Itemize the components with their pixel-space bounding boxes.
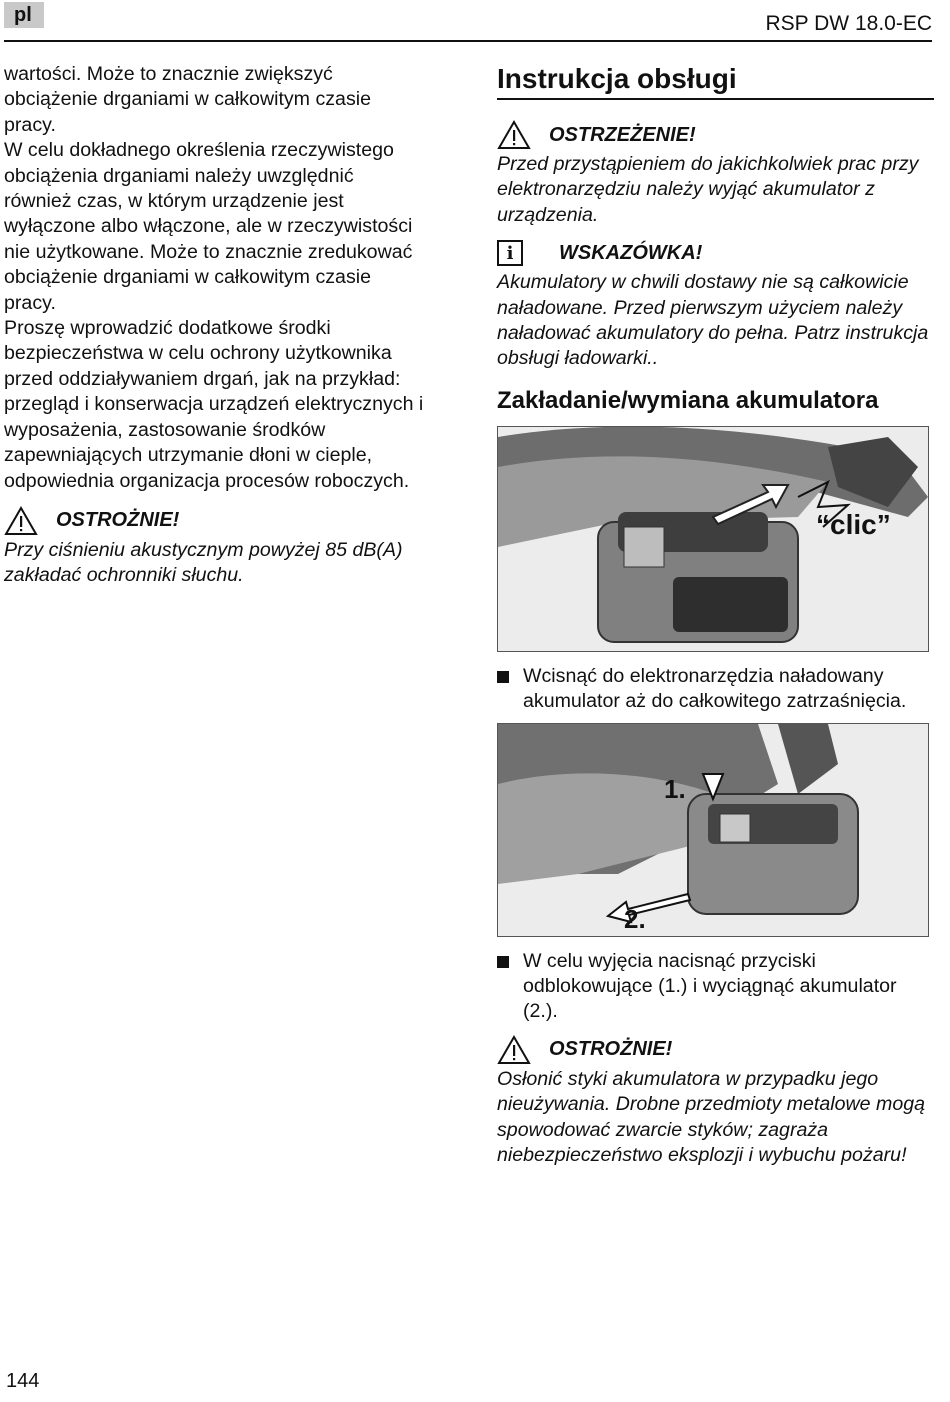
warning-heading [497,118,934,152]
paragraph: W celu dokładnego określenia rzeczywistego obciążenia drganiami należy uwzględnić również czas, w którym urządzenie jest wyłączone albo włączone, ale w rzeczywistości nie użytkowane. Może to znacznie zredukować obciążenie drganiami w całkowitym czasie pracy. [4,139,413,314]
header-divider [4,40,932,42]
battery-remove-image [498,724,929,937]
left-column [4,62,424,589]
model-name: RSP DW 18.0-EC [765,12,932,35]
caution-heading [497,1033,934,1067]
step-1-label: 1. [664,773,686,804]
language-tab: pl [4,2,44,28]
list-item-text: Wcisnąć do elektronarzędzia naładowany akumulator aż do całkowitego zatrzaśnięcia. [523,664,907,713]
caution-text: Przy ciśnieniu akustycznym powyżej 85 dB(A) zakładać ochronniki słuchu. [4,538,403,587]
paragraph: Proszę wprowadzić dodatkowe środki bezpieczeństwa w celu ochrony użytkownika przed oddziaływaniem drgań, jak na przykład: przegląd i konserwacja urządzeń elektrycznych i wyposażenia, zastosowanie środków zapewniających utrzymanie dłoni w cieple, odpowiednia organizacja procesów roboczych. [4,317,424,492]
caution-label: OSTROŻNIE! [549,1038,673,1061]
warning-triangle-icon [4,506,38,536]
page-number: 144 [6,1370,40,1392]
list-item [497,949,934,1025]
note-heading [497,236,934,270]
note-label: WSKAZÓWKA! [559,241,703,264]
warning-triangle-icon [497,1035,531,1065]
warning-triangle-icon [497,120,531,150]
paragraph: wartości. Może to znacznie zwiększyć obciążenie drganiami w całkowitym czasie pracy. [4,63,371,136]
caution-label: OSTROŻNIE! [56,509,180,532]
right-column [497,62,934,1169]
warning-label: OSTRZEŻENIE! [549,123,696,146]
battery-remove-illustration [497,723,929,937]
step-2-label: 2. [624,903,646,934]
info-icon: i [497,240,523,266]
subsection-title: Zakładanie/wymiana akumulatora [497,386,879,414]
caution-heading [4,504,424,538]
warning-text: Przed przystąpieniem do jakichkolwiek prac przy elektronarzędziu należy wyjąć akumulator z urządzenia. [497,153,919,226]
caution-text: Osłonić styki akumulatora w przypadku jego nieużywania. Drobne przedmioty metalowe mogą spowodować zwarcie styków; zagraża niebezpieczeństwo eksplozji i wybuchu pożaru! [497,1067,926,1167]
bullet-square-icon [497,956,509,968]
list-item-text: W celu wyjęcia nacisnąć przyciski odblokowujące (1.) i wyciągnąć akumulator (2.). [523,949,897,1023]
bullet-square-icon [497,671,509,683]
section-title: Instrukcja obsługi [497,62,934,100]
list-item [497,664,934,715]
note-text: Akumulatory w chwili dostawy nie są całkowicie naładowane. Przed pierwszym użyciem należy naładować akumulatory do pełna. Patrz instrukcja obsługi ładowarki.. [497,271,929,370]
battery-insert-illustration [497,426,929,652]
clic-callout: “clic” [816,508,891,540]
